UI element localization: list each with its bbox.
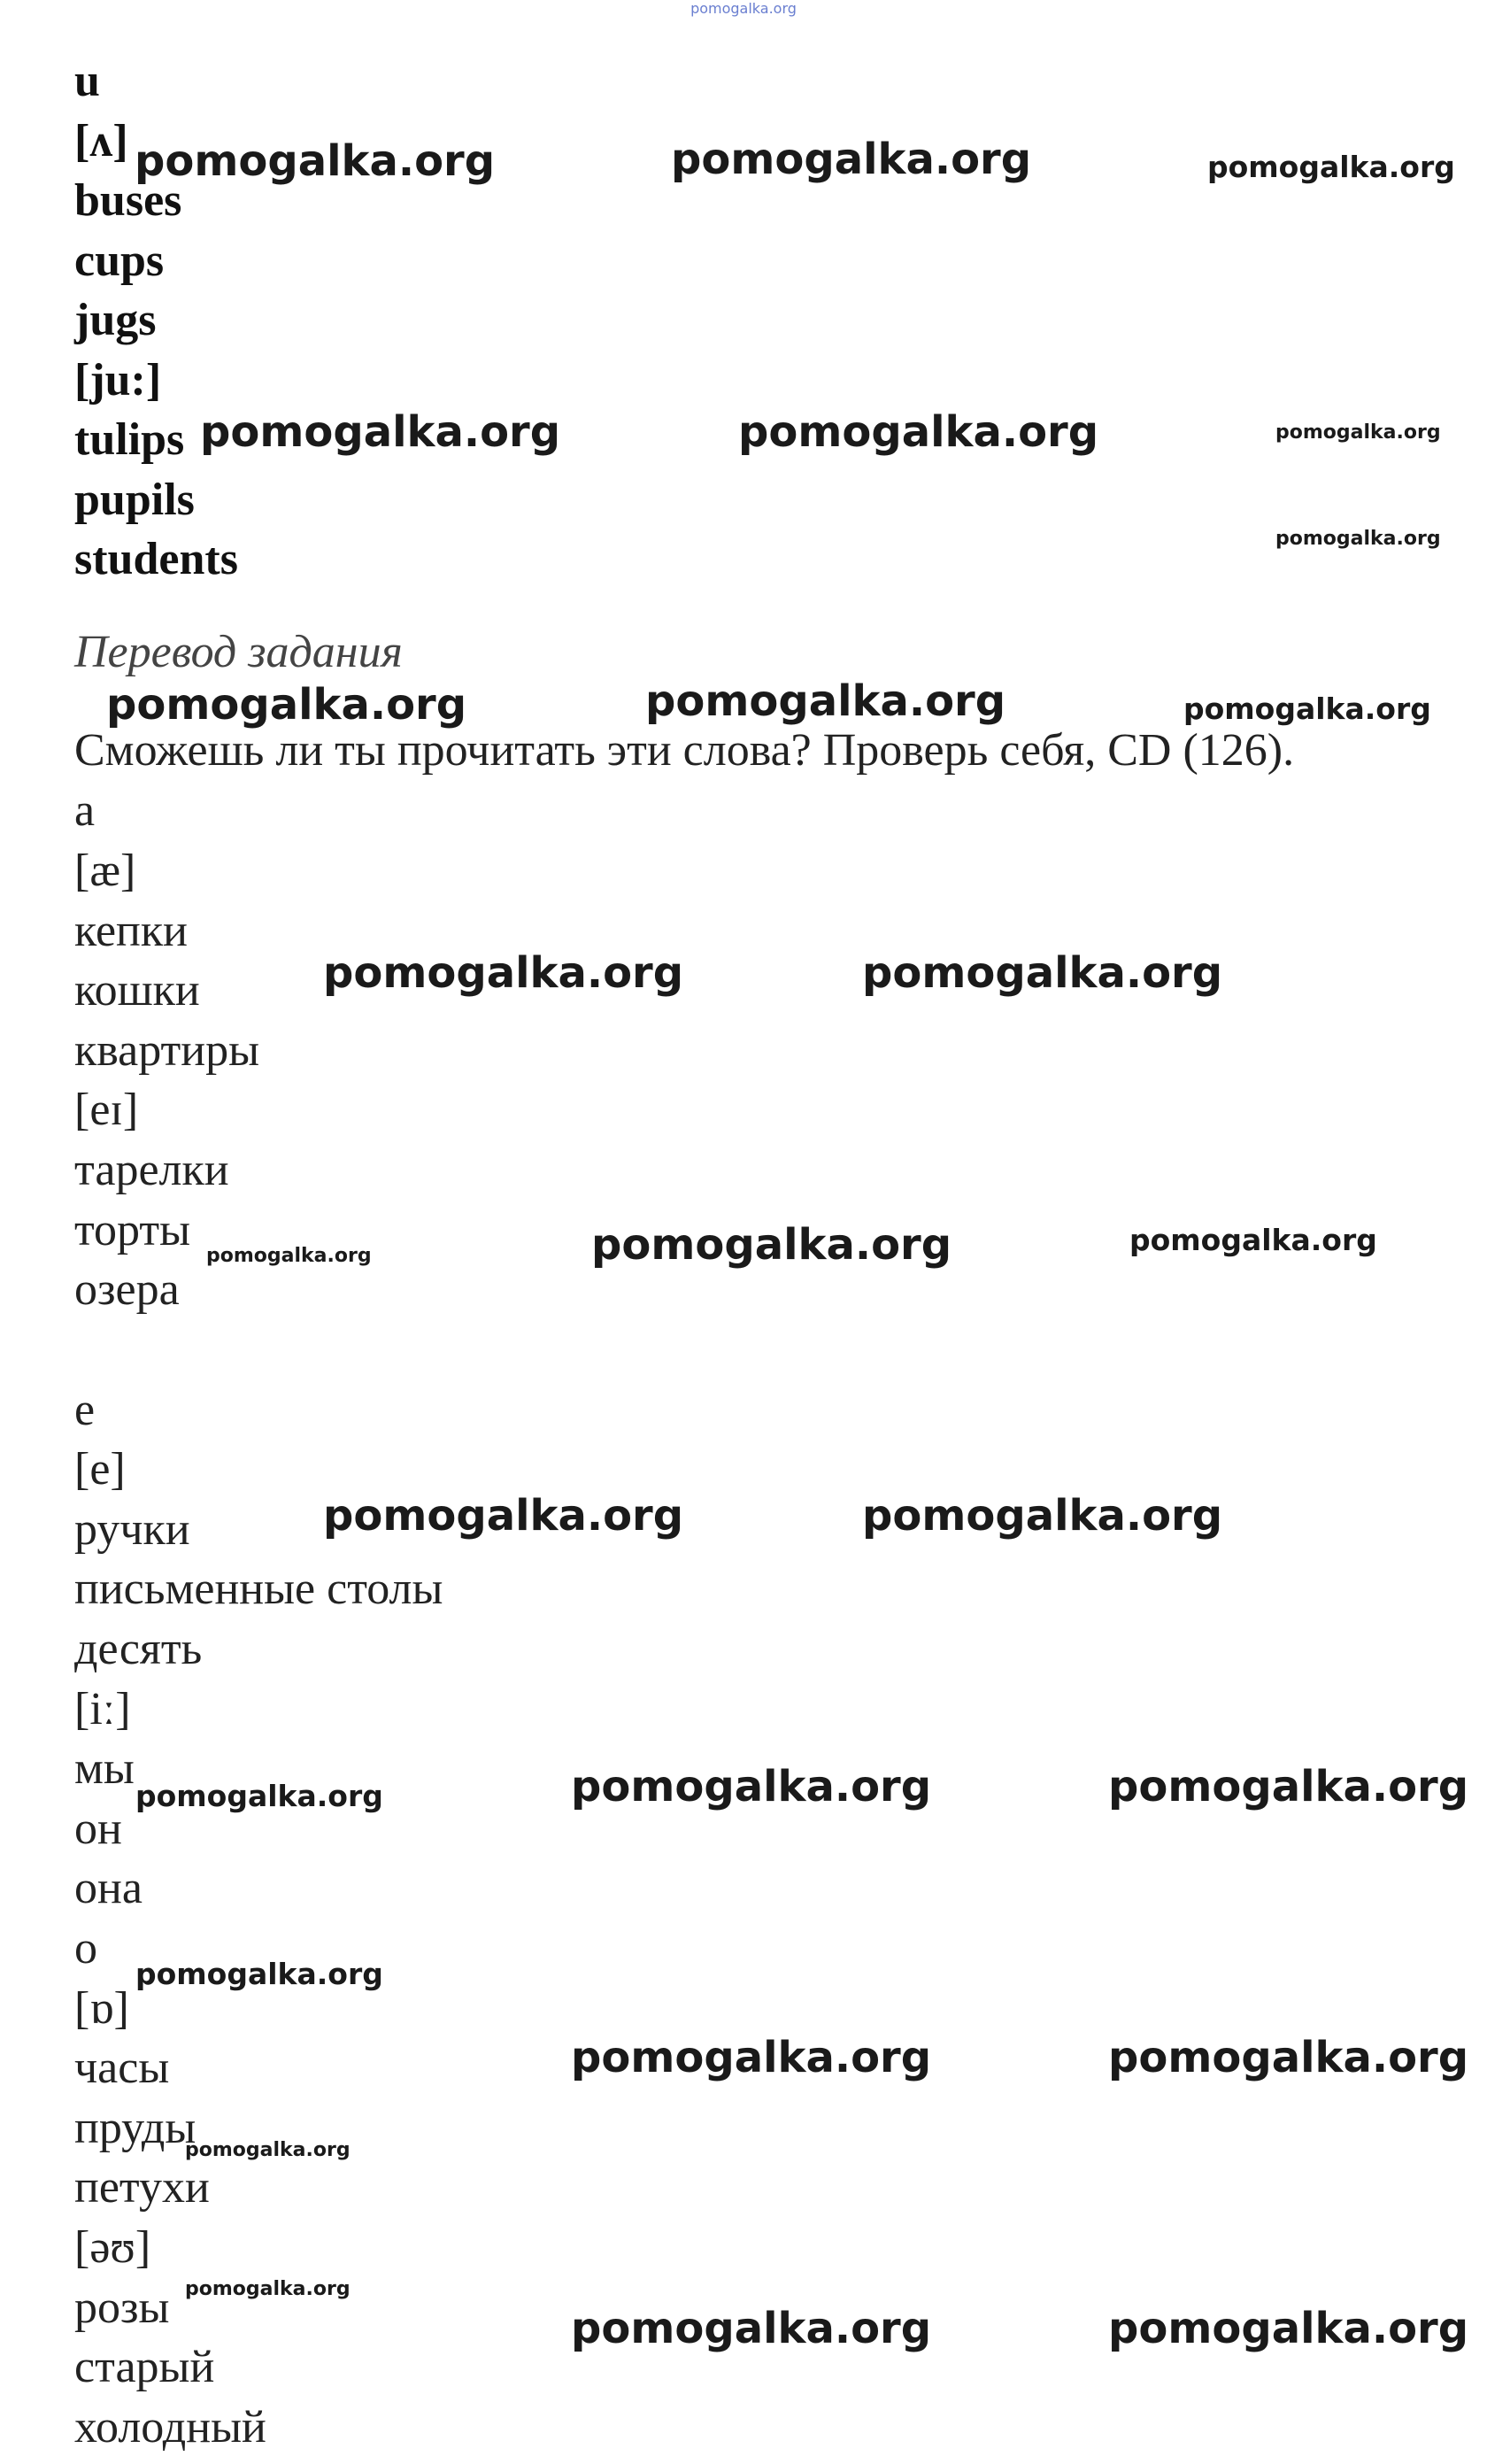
watermark: pomogalka.org: [571, 2033, 932, 2082]
ru-line: квартиры: [74, 1025, 260, 1076]
watermark: pomogalka.org: [1108, 2033, 1469, 2082]
watermark: pomogalka.org: [571, 2304, 932, 2353]
watermark: pomogalka.org: [1275, 421, 1441, 444]
ru-line: старый: [74, 2342, 215, 2392]
ru-line: [eɪ]: [74, 1085, 139, 1135]
watermark: pomogalka.org: [206, 1245, 372, 1267]
watermark-top: pomogalka.org: [690, 0, 797, 17]
ru-line: петухи: [74, 2162, 210, 2213]
ru-line: тарелки: [74, 1145, 229, 1195]
translation-instruction: Сможешь ли ты прочитать эти слова? Проверь себя, CD (126).: [74, 725, 1295, 776]
ru-line: o: [74, 1923, 97, 1974]
ru-line: торты: [74, 1205, 191, 1255]
en-word-cups: cups: [74, 236, 165, 286]
en-word-jugs: jugs: [74, 295, 157, 345]
watermark: pomogalka.org: [1108, 1762, 1469, 1811]
watermark: pomogalka.org: [1275, 528, 1441, 550]
en-sound-ʌ: [ʌ]: [74, 116, 128, 166]
en-word-students: students: [74, 534, 238, 584]
watermark: pomogalka.org: [671, 135, 1032, 184]
watermark: pomogalka.org: [135, 1957, 383, 1991]
watermark: pomogalka.org: [323, 1491, 684, 1541]
ru-line: розы: [74, 2282, 170, 2333]
ru-line: [iː]: [74, 1684, 131, 1734]
watermark: pomogalka.org: [135, 1779, 383, 1813]
watermark: pomogalka.org: [862, 1491, 1223, 1541]
watermark: pomogalka.org: [323, 948, 684, 998]
ru-line: [əʊ]: [74, 2222, 151, 2273]
translation-title: Перевод задания: [74, 627, 403, 677]
ru-line: холодный: [74, 2402, 266, 2452]
watermark: pomogalka.org: [1183, 691, 1431, 726]
ru-line: a: [74, 785, 96, 836]
watermark: pomogalka.org: [106, 680, 467, 730]
ru-line: она: [74, 1863, 143, 1913]
watermark: pomogalka.org: [645, 676, 1006, 726]
en-word-buses: buses: [74, 175, 182, 226]
ru-line: [e]: [74, 1444, 126, 1495]
watermark: pomogalka.org: [200, 407, 561, 457]
ru-line: кепки: [74, 906, 188, 956]
watermark: pomogalka.org: [185, 2139, 351, 2161]
ru-line: [ɒ]: [74, 1983, 129, 2034]
watermark: pomogalka.org: [185, 2278, 351, 2300]
ru-line: озера: [74, 1264, 180, 1315]
ru-line: десять: [74, 1624, 203, 1674]
en-letter-u: u: [74, 56, 100, 106]
ru-line: кошки: [74, 965, 200, 1016]
watermark: pomogalka.org: [571, 1762, 932, 1811]
en-sound-ju: [ju:]: [74, 355, 162, 406]
en-word-pupils: pupils: [74, 475, 195, 525]
watermark: pomogalka.org: [1207, 150, 1455, 184]
ru-line: пруды: [74, 2103, 196, 2153]
watermark: pomogalka.org: [738, 407, 1099, 457]
watermark: pomogalka.org: [591, 1220, 952, 1270]
ru-line: e: [74, 1385, 96, 1435]
en-word-tulips: tulips: [74, 414, 185, 465]
watermark: pomogalka.org: [135, 136, 496, 186]
ru-line: мы: [74, 1743, 135, 1794]
watermark: pomogalka.org: [1108, 2304, 1469, 2353]
watermark: pomogalka.org: [1129, 1223, 1377, 1257]
ru-line: [æ]: [74, 846, 136, 896]
ru-line: часы: [74, 2043, 170, 2093]
ru-line: ручки: [74, 1504, 190, 1555]
watermark: pomogalka.org: [862, 948, 1223, 998]
ru-line: письменные столы: [74, 1564, 443, 1614]
ru-line: он: [74, 1804, 122, 1854]
